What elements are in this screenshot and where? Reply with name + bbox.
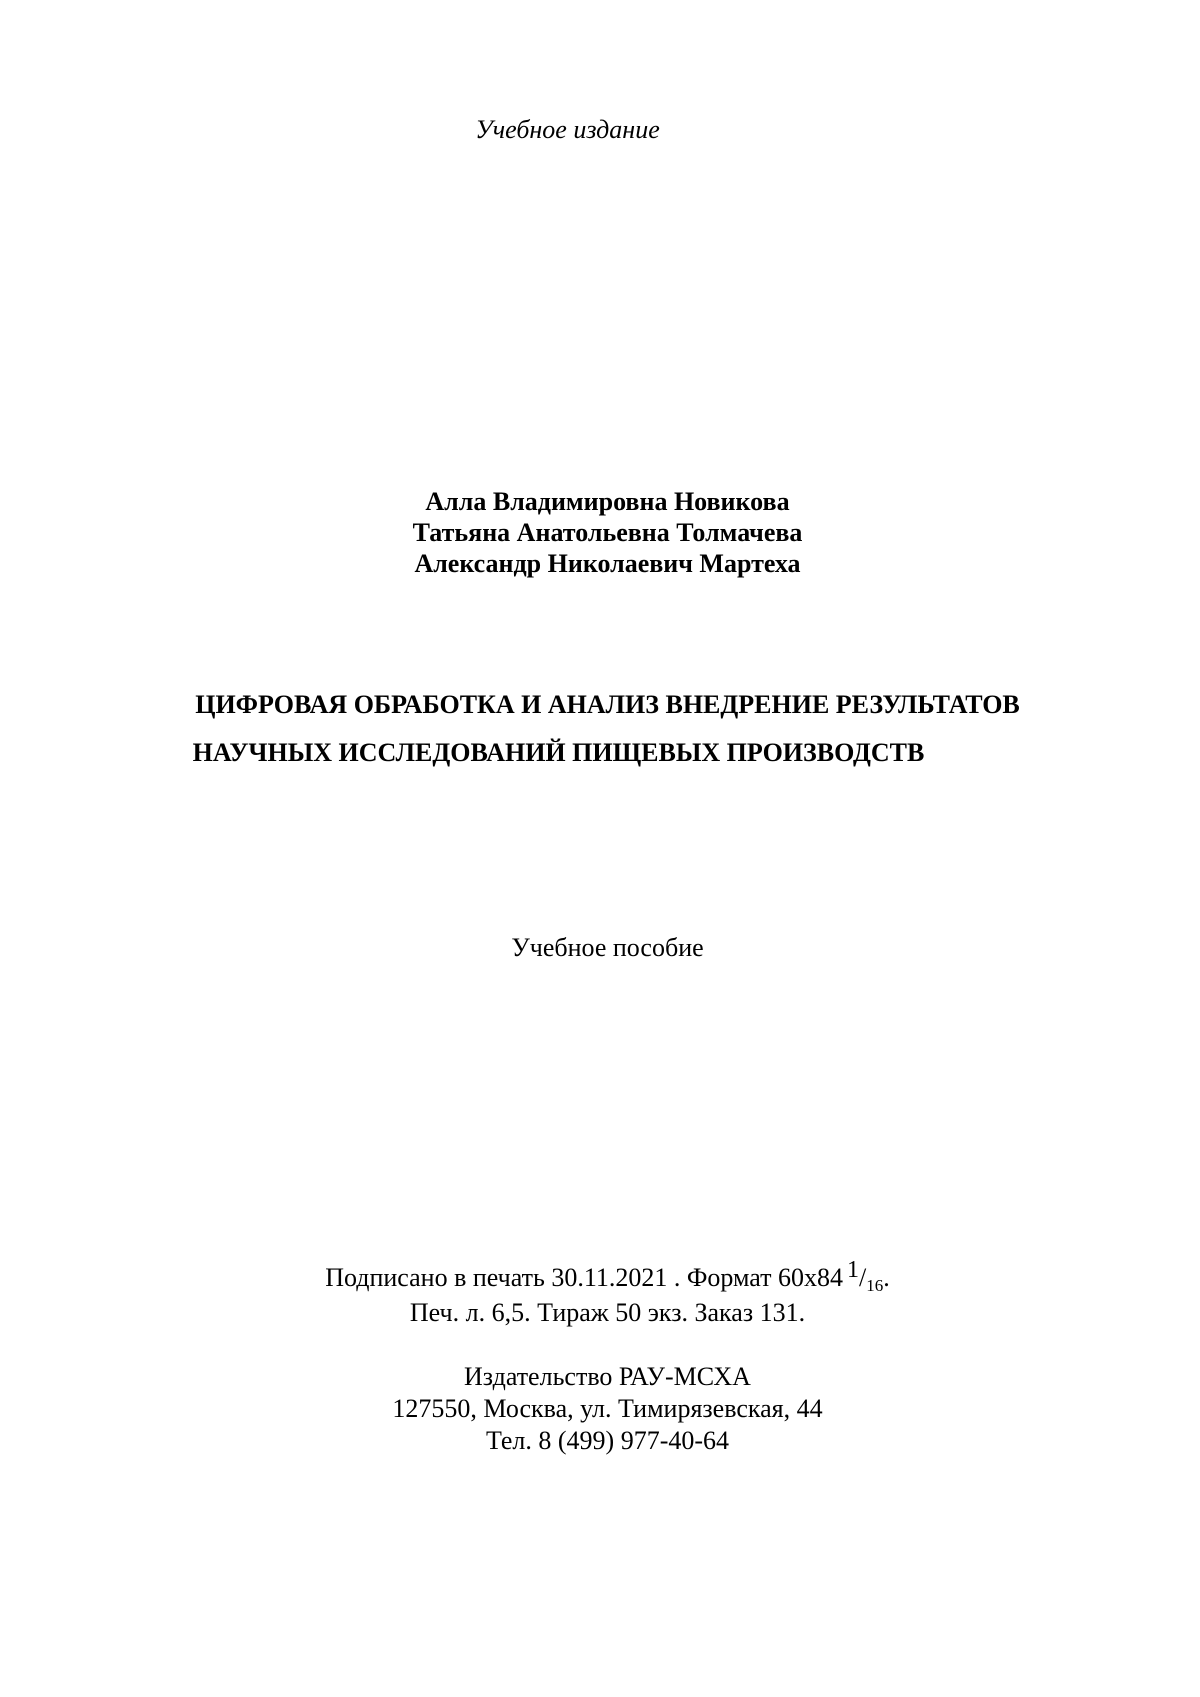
publisher-address: 127550, Москва, ул. Тимирязевская, 44: [392, 1394, 823, 1423]
book-title-line-1: ЦИФРОВАЯ ОБРАБОТКА И АНАЛИЗ ВНЕДРЕНИЕ РЕЗУЛЬТАТОВ: [195, 690, 1020, 719]
authors-block: [0, 486, 1200, 579]
imprint-spacer: [0, 1329, 1200, 1361]
format-fraction-numerator: 1: [847, 1257, 860, 1283]
edition-type-label: Учебное издание: [475, 115, 660, 144]
format-fraction-denominator: 16: [866, 1276, 884, 1295]
format-suffix: .: [883, 1263, 890, 1292]
signed-to-print-text: Подписано в печать 30.11.2021 . Формат 60x84: [325, 1263, 844, 1292]
print-details-line: Печ. л. 6,5. Тираж 50 экз. Заказ 131.: [409, 1298, 806, 1327]
book-title-line-2: НАУЧНЫХ ИССЛЕДОВАНИЙ ПИЩЕВЫХ ПРОИЗВОДСТВ: [192, 738, 925, 767]
author-name: Александр Николаевич Мартеха: [414, 549, 801, 578]
format-fraction-slash: /: [859, 1263, 867, 1292]
author-name: Татьяна Анатольевна Толмачева: [412, 518, 803, 547]
publisher-phone: Тел. 8 (499) 977-40-64: [485, 1426, 730, 1455]
imprint-block: [0, 1257, 1200, 1457]
signed-to-print-line: [0, 1257, 1200, 1297]
genre-label: Учебное пособие: [511, 933, 704, 962]
author-name: Алла Владимировна Новикова: [425, 487, 790, 516]
publisher-name: Издательство РАУ-МСХА: [464, 1362, 751, 1391]
